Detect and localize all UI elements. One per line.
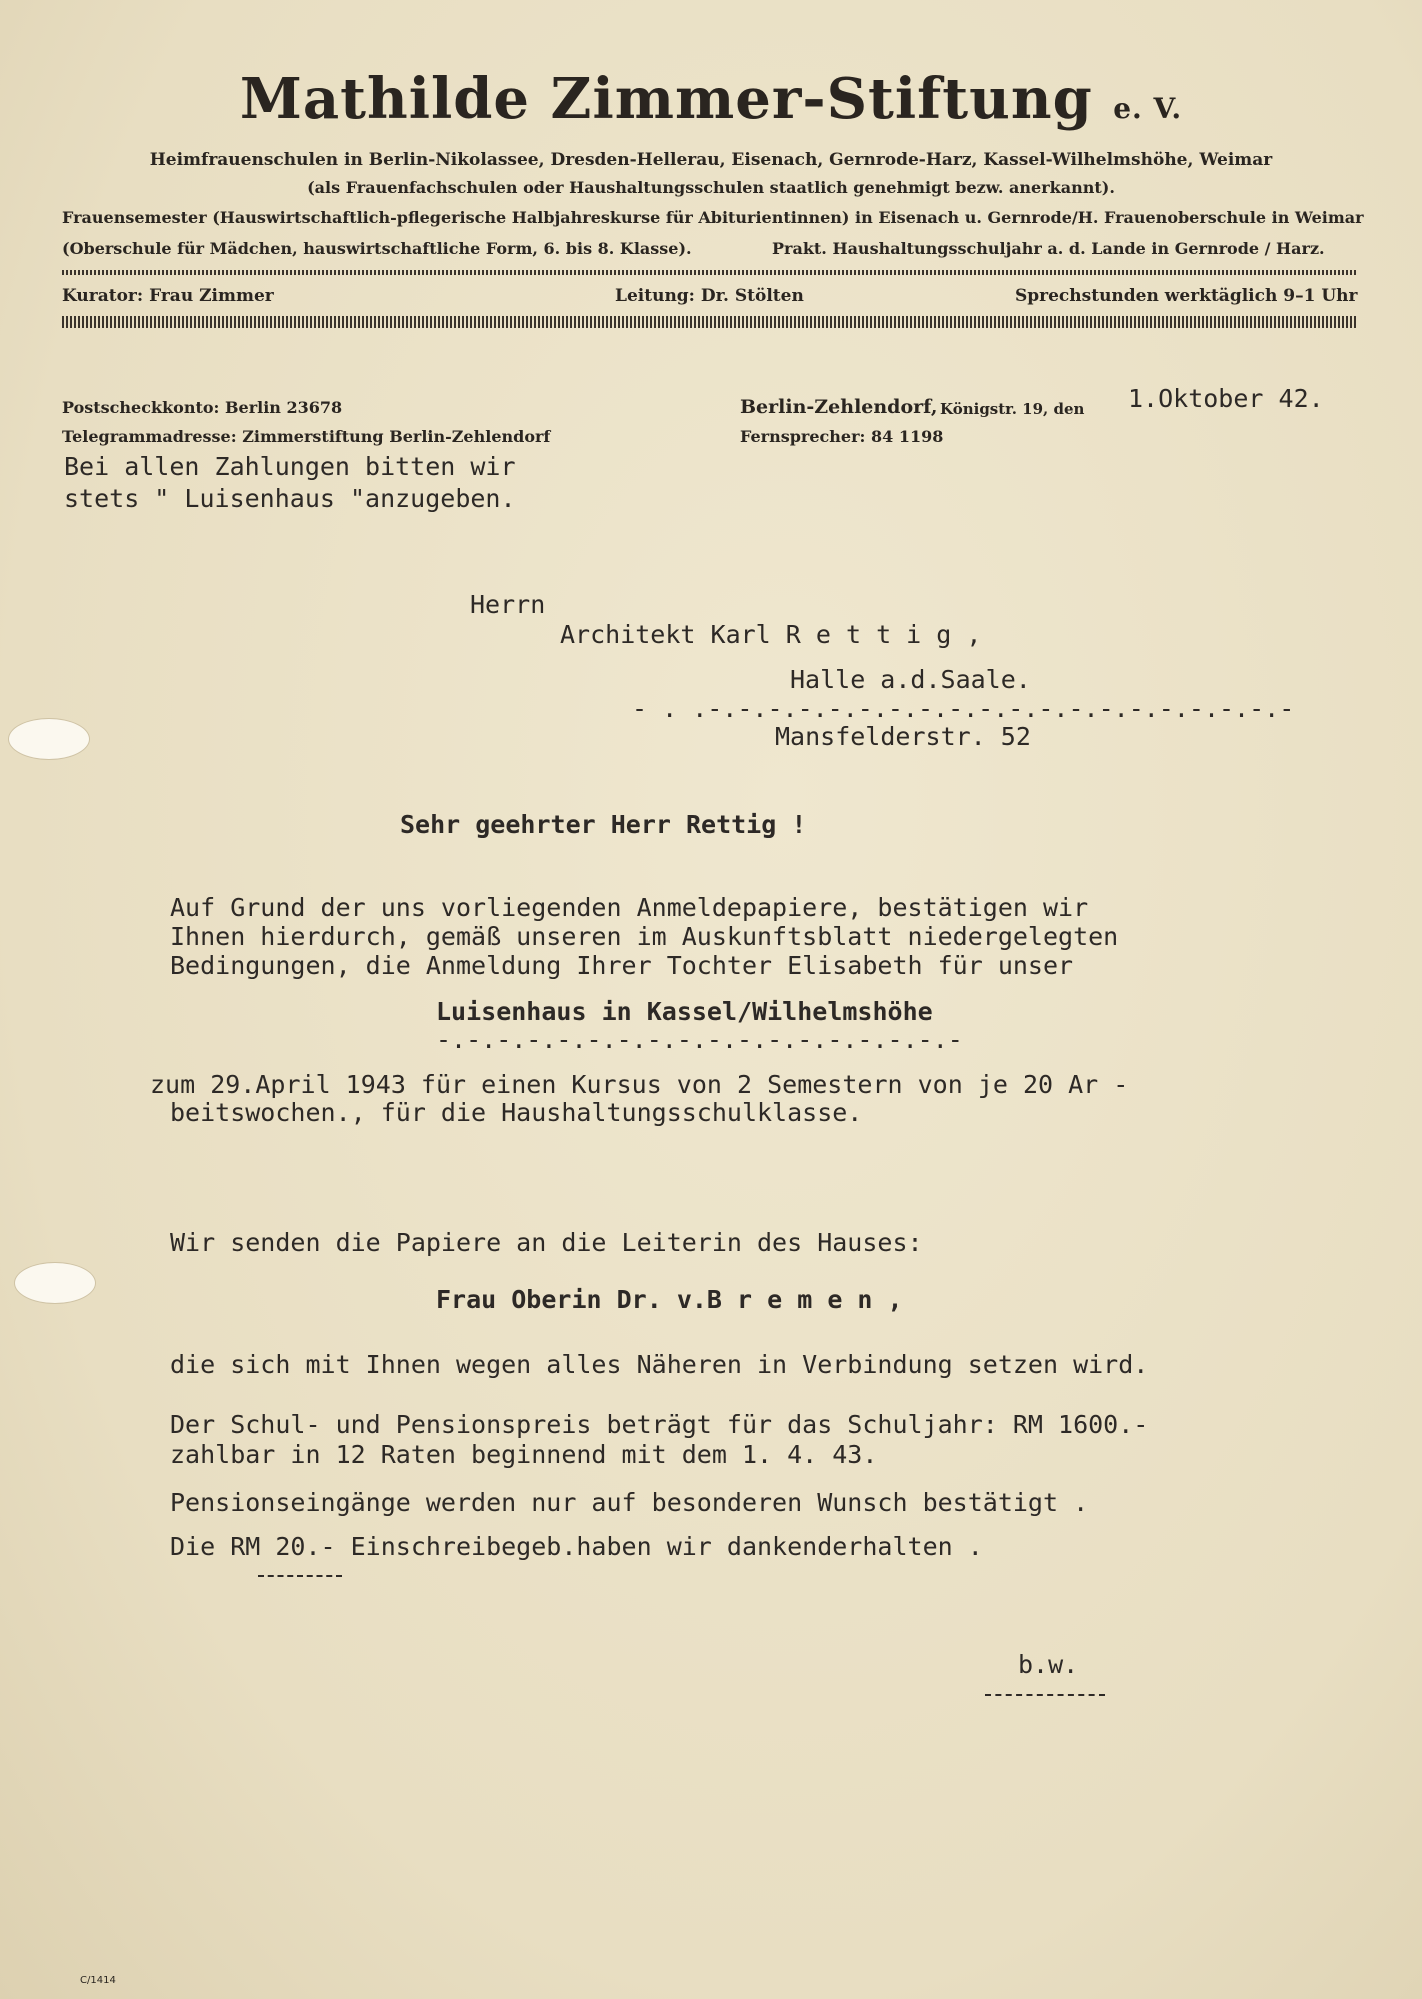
turn-over-underline (985, 1694, 1105, 1696)
sender-street: Königstr. 19, den (940, 400, 1085, 418)
registration-fee-line: Die RM 20.- Einschreibegeb.haben wir dankenderhalten . (170, 1532, 983, 1561)
payment-confirmation-line: Pensionseingänge werden nur auf besonderen Wunsch bestätigt . (170, 1488, 1089, 1517)
recipient-city: Halle a.d.Saale. (790, 665, 1031, 694)
turn-over-note: b.w. (1018, 1650, 1079, 1679)
course-line1: zum 29.April 1943 für einen Kursus von 2 Semestern von je 20 Ar - (150, 1070, 1129, 1099)
body-paragraph1-line2: Ihnen hierdurch, gemäß unseren im Auskunftsblatt niedergelegten (170, 922, 1119, 951)
price-line1: Der Schul- und Pensionspreis beträgt für das Schuljahr: RM 1600.- (170, 1410, 1149, 1439)
letterhead-semester: Frauensemester (Hauswirtschaftlich-pflegerische Halbjahreskurse für Abiturientinnen) in Eisenach u. Gernrode/H. Frauenoberschule in Weimar (62, 208, 1364, 227)
price-line2: zahlbar in 12 Raten beginnend mit dem 1. 4. 43. (170, 1440, 878, 1469)
letterhead-schools: Heimfrauenschulen in Berlin-Nikolassee, Dresden-Hellerau, Eisenach, Gernrode-Harz, Kassel-Wilhelmshöhe, Weimar (149, 150, 1273, 170)
foundation-suffix: e. V. (1113, 92, 1183, 125)
letterhead-oberschule: (Oberschule für Mädchen, hauswirtschaftliche Form, 6. bis 8. Klasse). (62, 239, 692, 258)
letterhead-title (0, 66, 1422, 132)
form-code: C/1414 (80, 1975, 116, 1986)
postcheck-account: Postscheckkonto: Berlin 23678 (62, 398, 343, 417)
sender-phone: Fernsprecher: 84 1198 (740, 427, 944, 446)
telegram-address: Telegrammadresse: Zimmerstiftung Berlin-Zehlendorf (62, 427, 551, 446)
payment-note-line1: Bei allen Zahlungen bitten wir (64, 452, 516, 481)
recipient-street: Mansfelderstr. 52 (775, 722, 1031, 751)
letterhead-praktikum: Prakt. Haushaltungsschuljahr a. d. Lande in Gernrode / Harz. (772, 239, 1325, 258)
sender-place: Berlin-Zehlendorf, (740, 396, 938, 418)
letterhead-curator: Kurator: Frau Zimmer (62, 286, 274, 306)
contact-line: die sich mit Ihnen wegen alles Näheren in Verbindung setzen wird. (170, 1350, 1149, 1379)
letter-salutation: Sehr geehrter Herr Rettig ! (400, 810, 807, 839)
recipient-name: Architekt Karl R e t t i g , (560, 620, 982, 649)
payment-note-line2: stets " Luisenhaus "anzugeben. (64, 484, 516, 513)
letterhead-recognition: (als Frauenfachschulen oder Haushaltungsschulen staatlich genehmigt bezw. anerkannt). (307, 178, 1115, 197)
punch-hole-bottom (14, 1262, 96, 1304)
letterhead-rule-bottom (62, 316, 1357, 328)
school-house-rule: -.-.-.-.-.-.-.-.-.-.-.-.-.-.-.-.-.- (436, 1025, 963, 1054)
school-house: Luisenhaus in Kassel/Wilhelmshöhe (436, 997, 933, 1026)
letterhead-rule-top (62, 270, 1357, 275)
letter-date: 1.Oktober 42. (1128, 384, 1324, 413)
body-paragraph1-line3: Bedingungen, die Anmeldung Ihrer Tochter Elisabeth für unser (170, 951, 1074, 980)
fee-underline (258, 1575, 342, 1577)
course-line2: beitswochen., für die Haushaltungsschulklasse. (170, 1098, 863, 1127)
letterhead-direction: Leitung: Dr. Stölten (615, 286, 804, 306)
letterhead-hours: Sprechstunden werktäglich 9–1 Uhr (1015, 286, 1358, 306)
body-paragraph1-line1: Auf Grund der uns vorliegenden Anmeldepapiere, bestätigen wir (170, 893, 1089, 922)
papers-sent-line: Wir senden die Papiere an die Leiterin des Hauses: (170, 1228, 923, 1257)
recipient-city-rule: - . .-.-.-.-.-.-.-.-.-.-.-.-.-.-.-.-.-.-.-.- (632, 694, 1295, 723)
house-director: Frau Oberin Dr. v.B r e m e n , (436, 1285, 903, 1314)
punch-hole-top (8, 718, 90, 760)
recipient-salutation: Herrn (470, 590, 546, 619)
foundation-name: Mathilde Zimmer-Stiftung (239, 66, 1093, 132)
